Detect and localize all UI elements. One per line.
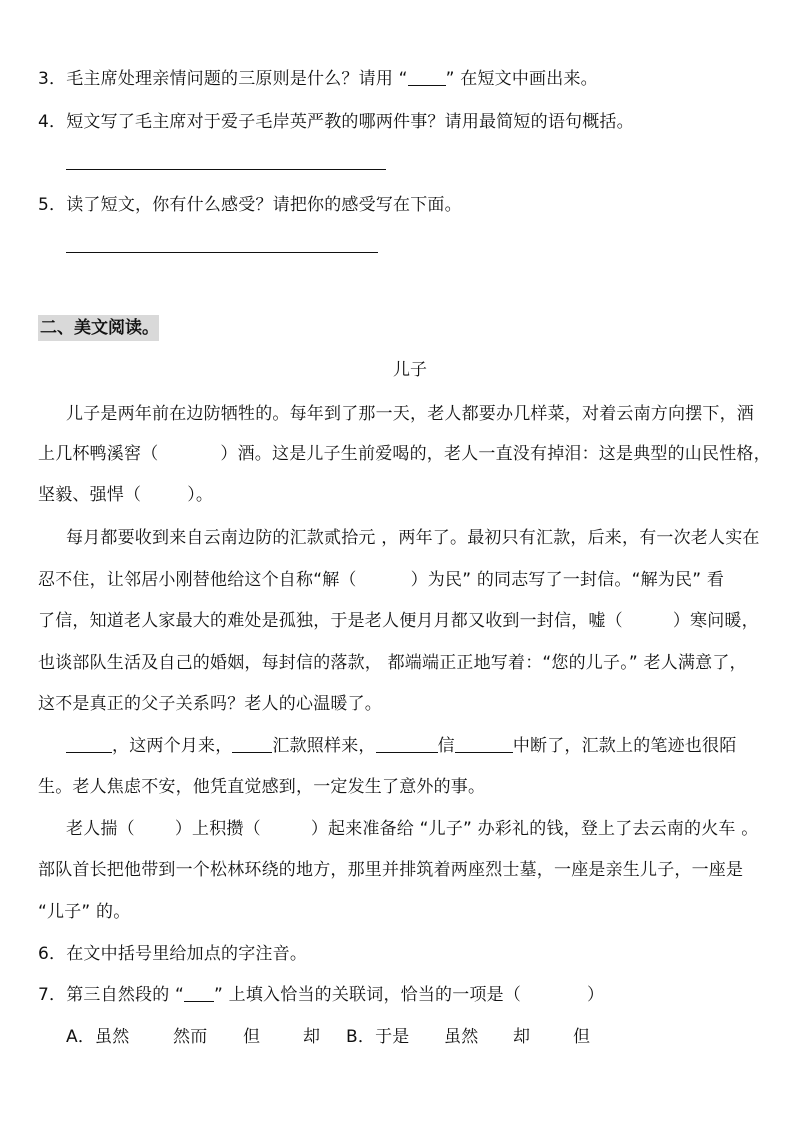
- paragraph-1-line-3: [38, 482, 213, 508]
- paragraph-2-line-3-text-a: 了信，知道老人家最大的难处是孤独，于是老人便月月都又收到一封信，嘘（: [38, 611, 623, 631]
- paragraph-3-line-1-text-c: 信: [437, 736, 455, 756]
- article-title: 儿子: [393, 360, 427, 380]
- answer-line-q4: [66, 169, 386, 170]
- question-7: [38, 982, 604, 1008]
- question-4: [38, 109, 634, 135]
- question-3-text-end: ” 在短文中画出来。: [445, 69, 598, 89]
- paragraph-4-line-1-text-c: ）起来准备给 “儿子” 办彩礼的钱，登上了去云南的火车 。: [310, 819, 759, 839]
- paragraph-2-line-3: [38, 608, 759, 634]
- paragraph-2-line-5: [38, 691, 382, 717]
- paragraph-3-line-2-text: 生。老人焦虑不安，他凭直觉感到，一定发生了意外的事。: [38, 777, 486, 797]
- option-b-word-2: 虽然: [444, 1027, 479, 1047]
- paragraph-3-line-1-text-a: ，这两个月来，: [112, 736, 233, 756]
- paragraph-4-line-2-text: 部队首长把他带到一个松林环绕的地方，那里并排筑着两座烈士墓，一座是亲生儿子，一座是: [38, 860, 744, 880]
- paragraph-3-line-1-text-d: 中断了，汇款上的笔迹也很陌: [512, 736, 737, 756]
- question-4-text: 4．短文写了毛主席对于爱子毛岸英严教的哪两件事？请用最简短的语句概括。: [38, 112, 634, 132]
- paragraph-2-line-4: [38, 650, 747, 676]
- paragraph-1-line-1-text: 儿子是两年前在边防牺牲的。每年到了那一天，老人都要办几样菜，对着云南方向摆下，酒: [66, 404, 754, 424]
- option-b-label: B．于是: [346, 1027, 410, 1047]
- paragraph-2-line-2-text-a: 忍不住，让邻居小刚替他给这个自称“解（: [38, 570, 357, 590]
- paragraph-4-line-2: [38, 857, 743, 883]
- paragraph-2-line-2: [38, 567, 724, 593]
- conjunction-blank-2: [232, 736, 272, 753]
- option-b-word-3: 却: [513, 1027, 531, 1047]
- option-a-word-4: 却: [303, 1027, 321, 1047]
- paragraph-2-line-1: [66, 525, 760, 551]
- paragraph-1-line-2: [38, 441, 771, 467]
- question-3: [38, 66, 598, 92]
- conjunction-blank-4: [455, 736, 513, 753]
- answer-line-q5: [66, 252, 378, 253]
- paragraph-4-line-1: [66, 816, 758, 842]
- paragraph-2-line-2-text-b: ）为民” 的同志写了一封信。“解为民” 看: [410, 570, 725, 590]
- paragraph-2-line-5-text: 这不是真正的父子关系吗？老人的心温暖了。: [38, 694, 382, 714]
- question-7-text-c: ）: [587, 985, 605, 1005]
- paragraph-4-line-1-text-a: 老人揣（: [66, 819, 135, 839]
- paragraph-3-line-1-text-b: 汇款照样来，: [272, 736, 376, 756]
- paragraph-1-line-1: [66, 401, 754, 427]
- paragraph-4-line-1-text-b: ）上积攒（: [174, 819, 261, 839]
- question-3-text-start: 3．毛主席处理亲情问题的三原则是什么？请用 “: [38, 69, 408, 89]
- section-heading: 二、美文阅读。: [38, 315, 159, 341]
- paragraph-1-line-3-text-a: 坚毅、强悍（: [38, 485, 142, 505]
- paragraph-3-line-2: [38, 774, 485, 800]
- option-b-word-4: 但: [573, 1027, 591, 1047]
- underline-blank: [408, 69, 446, 86]
- paragraph-3-line-1: [66, 733, 736, 759]
- paragraph-1-line-3-text-b: ）。: [187, 485, 214, 505]
- question-6-text: 6．在文中括号里给加点的字注音。: [38, 944, 308, 964]
- paragraph-1-line-2-text-a: 上几杯鸭溪窖（: [38, 444, 159, 464]
- paragraph-4-line-3-text: “儿子” 的。: [38, 902, 131, 922]
- question-5-text: 5．读了短文，你有什么感受？请把你的感受写在下面。: [38, 195, 462, 215]
- paragraph-1-line-2-text-b: ）酒。这是儿子生前爱喝的，老人一直没有掉泪：这是典型的山民性格，: [220, 444, 771, 464]
- conjunction-blank-3: [376, 736, 438, 753]
- question-5: [38, 192, 462, 218]
- question-7-text-b: ” 上填入恰当的关联词，恰当的一项是（: [214, 985, 522, 1005]
- option-a-word-3: 但: [243, 1027, 261, 1047]
- question-7-text-a: 7．第三自然段的 “: [38, 985, 185, 1005]
- conjunction-blank-1: [66, 736, 112, 753]
- question-6: [38, 941, 307, 967]
- paragraph-4-line-3: [38, 899, 130, 925]
- paragraph-2-line-4-text: 也谈部队生活及自己的婚姻，每封信的落款， 都端端正正地写着：“您的儿子。” 老人满意了，: [38, 653, 747, 673]
- paragraph-2-line-1-text: 每月都要收到来自云南边防的汇款贰拾元 ，两年了。最初只有汇款，后来，有一次老人实在: [66, 528, 760, 548]
- option-a-word-2: 然而: [173, 1027, 208, 1047]
- option-a-label: A．虽然: [66, 1027, 130, 1047]
- paragraph-2-line-3-text-b: ）寒问暖，: [672, 611, 759, 631]
- underline-blank: [184, 985, 214, 1002]
